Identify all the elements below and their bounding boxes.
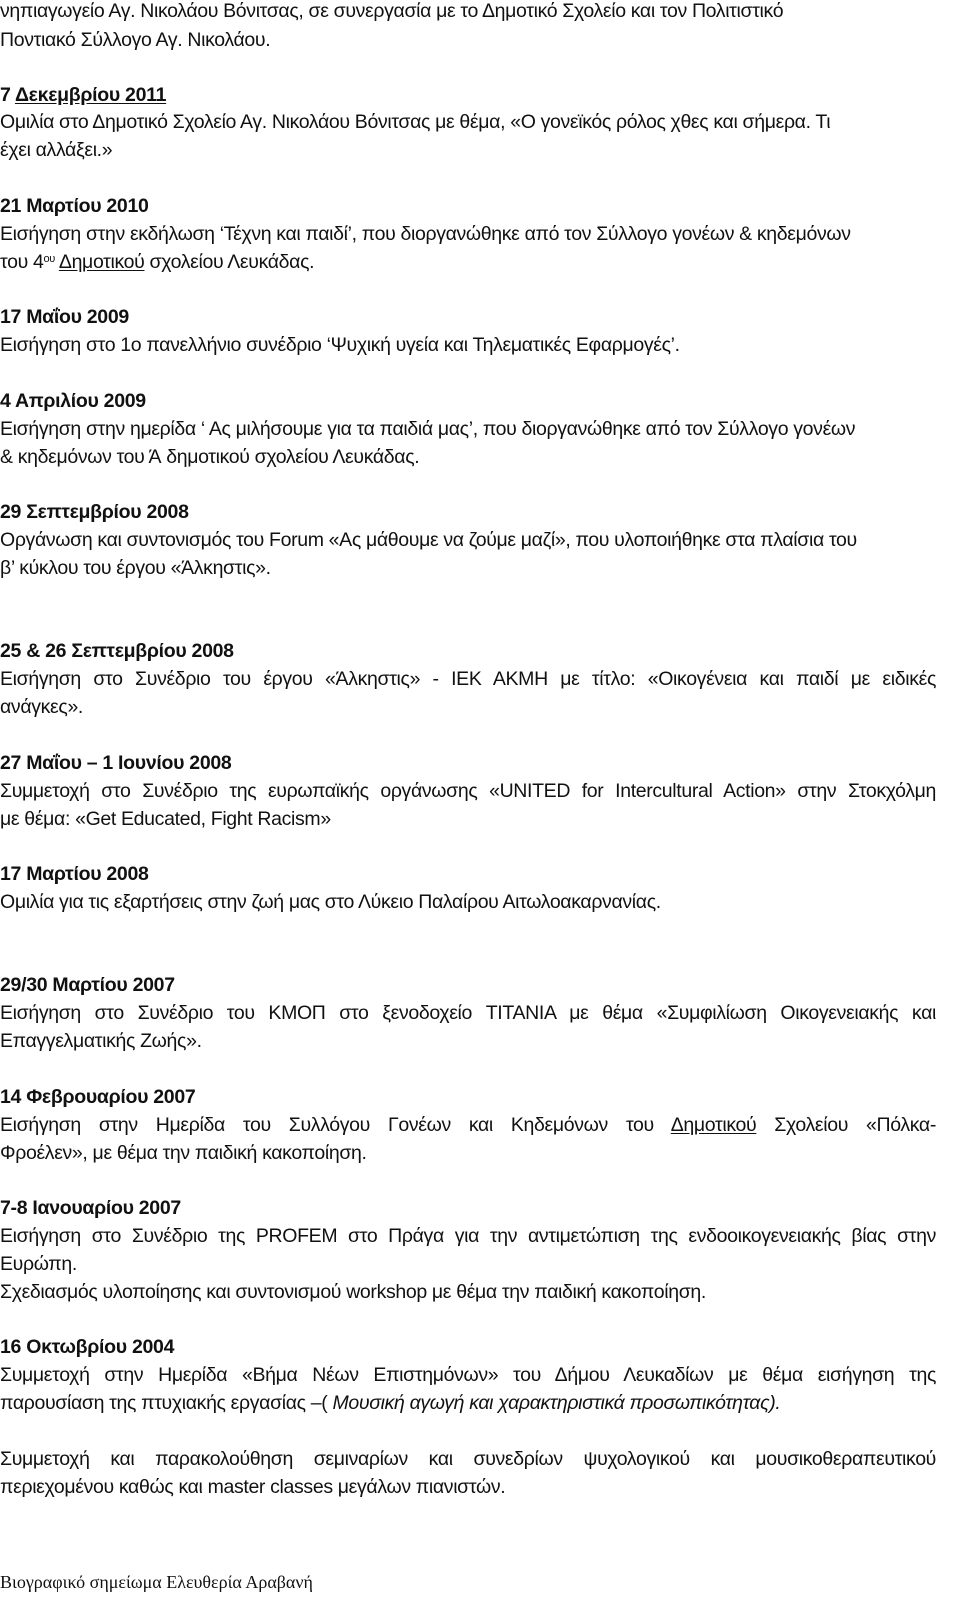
entry-text: Συμμετοχή στο Συνέδριο της ευρωπαϊκής οργάνωσης «UNITED for Intercultural Action» στην Στοκχόλμη (0, 780, 936, 802)
entry-text: Ευρώπη. (0, 1253, 77, 1275)
entry-date: 29 Σεπτεμβρίου 2008 (0, 501, 189, 523)
entry-text: Εισήγηση στην εκδήλωση ‘Τέχνη και παιδί’, που διοργανώθηκε από τον Σύλλογο γονέων & κηδεμόνων (0, 223, 851, 245)
entry-date: 25 & 26 Σεπτεμβρίου 2008 (0, 640, 234, 662)
entry-text: Οργάνωση και συντονισμός του Forum «Ας μάθουμε να ζούμε μαζί», που υλοποιήθηκε στα πλαίσια του (0, 529, 857, 551)
entry-text: Επαγγελματικής Ζωής». (0, 1030, 202, 1052)
entry-text: έχει αλλάξει.» (0, 139, 113, 161)
entry-text: & κηδεμόνων του Ά δημοτικού σχολείου Λευκάδας. (0, 446, 420, 468)
entry-text: Εισήγηση στο Συνέδριο του έργου «Άλκηστις» - ΙΕΚ ΑΚΜΗ με τίτλο: «Οικογένεια και παιδί με ειδικές (0, 668, 936, 690)
italic-text: Μουσική αγωγή και χαρακτηριστικά προσωπικότητας). (332, 1392, 781, 1414)
page-footer: Βιογραφικό σημείωμα Ελευθερία Αραβανή (0, 1572, 313, 1592)
entry-date: 29/30 Μαρτίου 2007 (0, 974, 175, 996)
entry-text: Συμμετοχή και παρακολούθηση σεμιναρίων και συνεδρίων ψυχολογικού και μουσικοθεραπευτικού (0, 1448, 936, 1470)
text-fragment: σχολείου Λευκάδας. (144, 251, 315, 273)
underlined-word: Δημοτικού (58, 251, 145, 273)
intro-line: νηπιαγωγείο Αγ. Νικολάου Βόνιτσας, σε συνεργασία με το Δημοτικό Σχολείο και τον Πολιτιστικό (0, 0, 784, 22)
text-fragment: Εισήγηση στην Ημερίδα του Συλλόγου Γονέων και Κηδεμόνων του (0, 1114, 671, 1136)
text-fragment: παρουσίαση της πτυχιακής εργασίας –( (0, 1392, 333, 1414)
entry-text: περιεχομένου καθώς και master classes μεγάλων πιανιστών. (0, 1476, 506, 1498)
entry-date: 17 Μαΐου 2009 (0, 306, 129, 328)
entry-date: 16 Οκτωβρίου 2004 (0, 1336, 175, 1358)
entry-text: Εισήγηση στο 1ο πανελλήνιο συνέδριο ‘Ψυχική υγεία και Τηλεματικές Εφαρμογές’. (0, 334, 680, 356)
entry-text (0, 1389, 960, 1417)
entry-text (0, 1111, 936, 1139)
entry-date-month: Δεκεμβρίου 2011 (14, 84, 167, 106)
entry-date: 21 Μαρτίου 2010 (0, 195, 149, 217)
entry-text: β’ κύκλου του έργου «Άλκηστις». (0, 557, 271, 579)
entry-date-day: 7 (0, 84, 15, 106)
entry-date: 14 Φεβρουαρίου 2007 (0, 1086, 196, 1108)
text-fragment: του 4 (0, 251, 44, 273)
underlined-word: Δημοτικού (670, 1114, 757, 1136)
text-fragment: Σχολείου «Πόλκα- (756, 1114, 936, 1136)
entry-text: ανάγκες». (0, 696, 84, 718)
entry-text: Ομιλία στο Δημοτικό Σχολείο Αγ. Νικολάου Βόνιτσας με θέμα, «Ο γονεϊκός ρόλος χθες και σήμερα. Τι (0, 111, 831, 133)
ordinal-superscript: ου (43, 253, 55, 265)
entry-date: 4 Απριλίου 2009 (0, 390, 146, 412)
entry-date: 27 Μαΐου – 1 Ιουνίου 2008 (0, 752, 232, 774)
intro-line: Ποντιακό Σύλλογο Αγ. Νικολάου. (0, 29, 271, 51)
entry-date (0, 81, 960, 109)
entry-text: Εισήγηση στην ημερίδα ‘ Ας μιλήσουμε για τα παιδιά μας’, που διοργανώθηκε από τον Σύλλογο γονέων (0, 418, 856, 440)
entry-text: Συμμετοχή στην Ημερίδα «Βήμα Νέων Επιστημόνων» του Δήμου Λευκαδίων με θέμα εισήγηση της (0, 1364, 936, 1386)
entry-text: με θέμα: «Get Educated, Fight Racism» (0, 808, 331, 830)
entry-text: Σχεδιασμός υλοποίησης και συντονισμού workshop με θέμα την παιδική κακοποίηση. (0, 1281, 706, 1303)
entry-text: Ομιλία για τις εξαρτήσεις στην ζωή μας στο Λύκειο Παλαίρου Αιτωλοακαρνανίας. (0, 891, 661, 913)
entry-date: 7-8 Ιανουαρίου 2007 (0, 1197, 181, 1219)
entry-text: Εισήγηση στο Συνέδριο της PROFEM στο Πράγα για την αντιμετώπιση της ενδοοικογενειακής βίας στην (0, 1225, 936, 1247)
entry-text: Εισήγηση στο Συνέδριο του ΚΜΟΠ στο ξενοδοχείο TITANIA με θέμα «Συμφιλίωση Οικογενειακής και (0, 1002, 936, 1024)
entry-text: Φροέλεν», με θέμα την παιδική κακοποίηση. (0, 1142, 367, 1164)
entry-date: 17 Μαρτίου 2008 (0, 863, 149, 885)
entry-text (0, 248, 960, 276)
